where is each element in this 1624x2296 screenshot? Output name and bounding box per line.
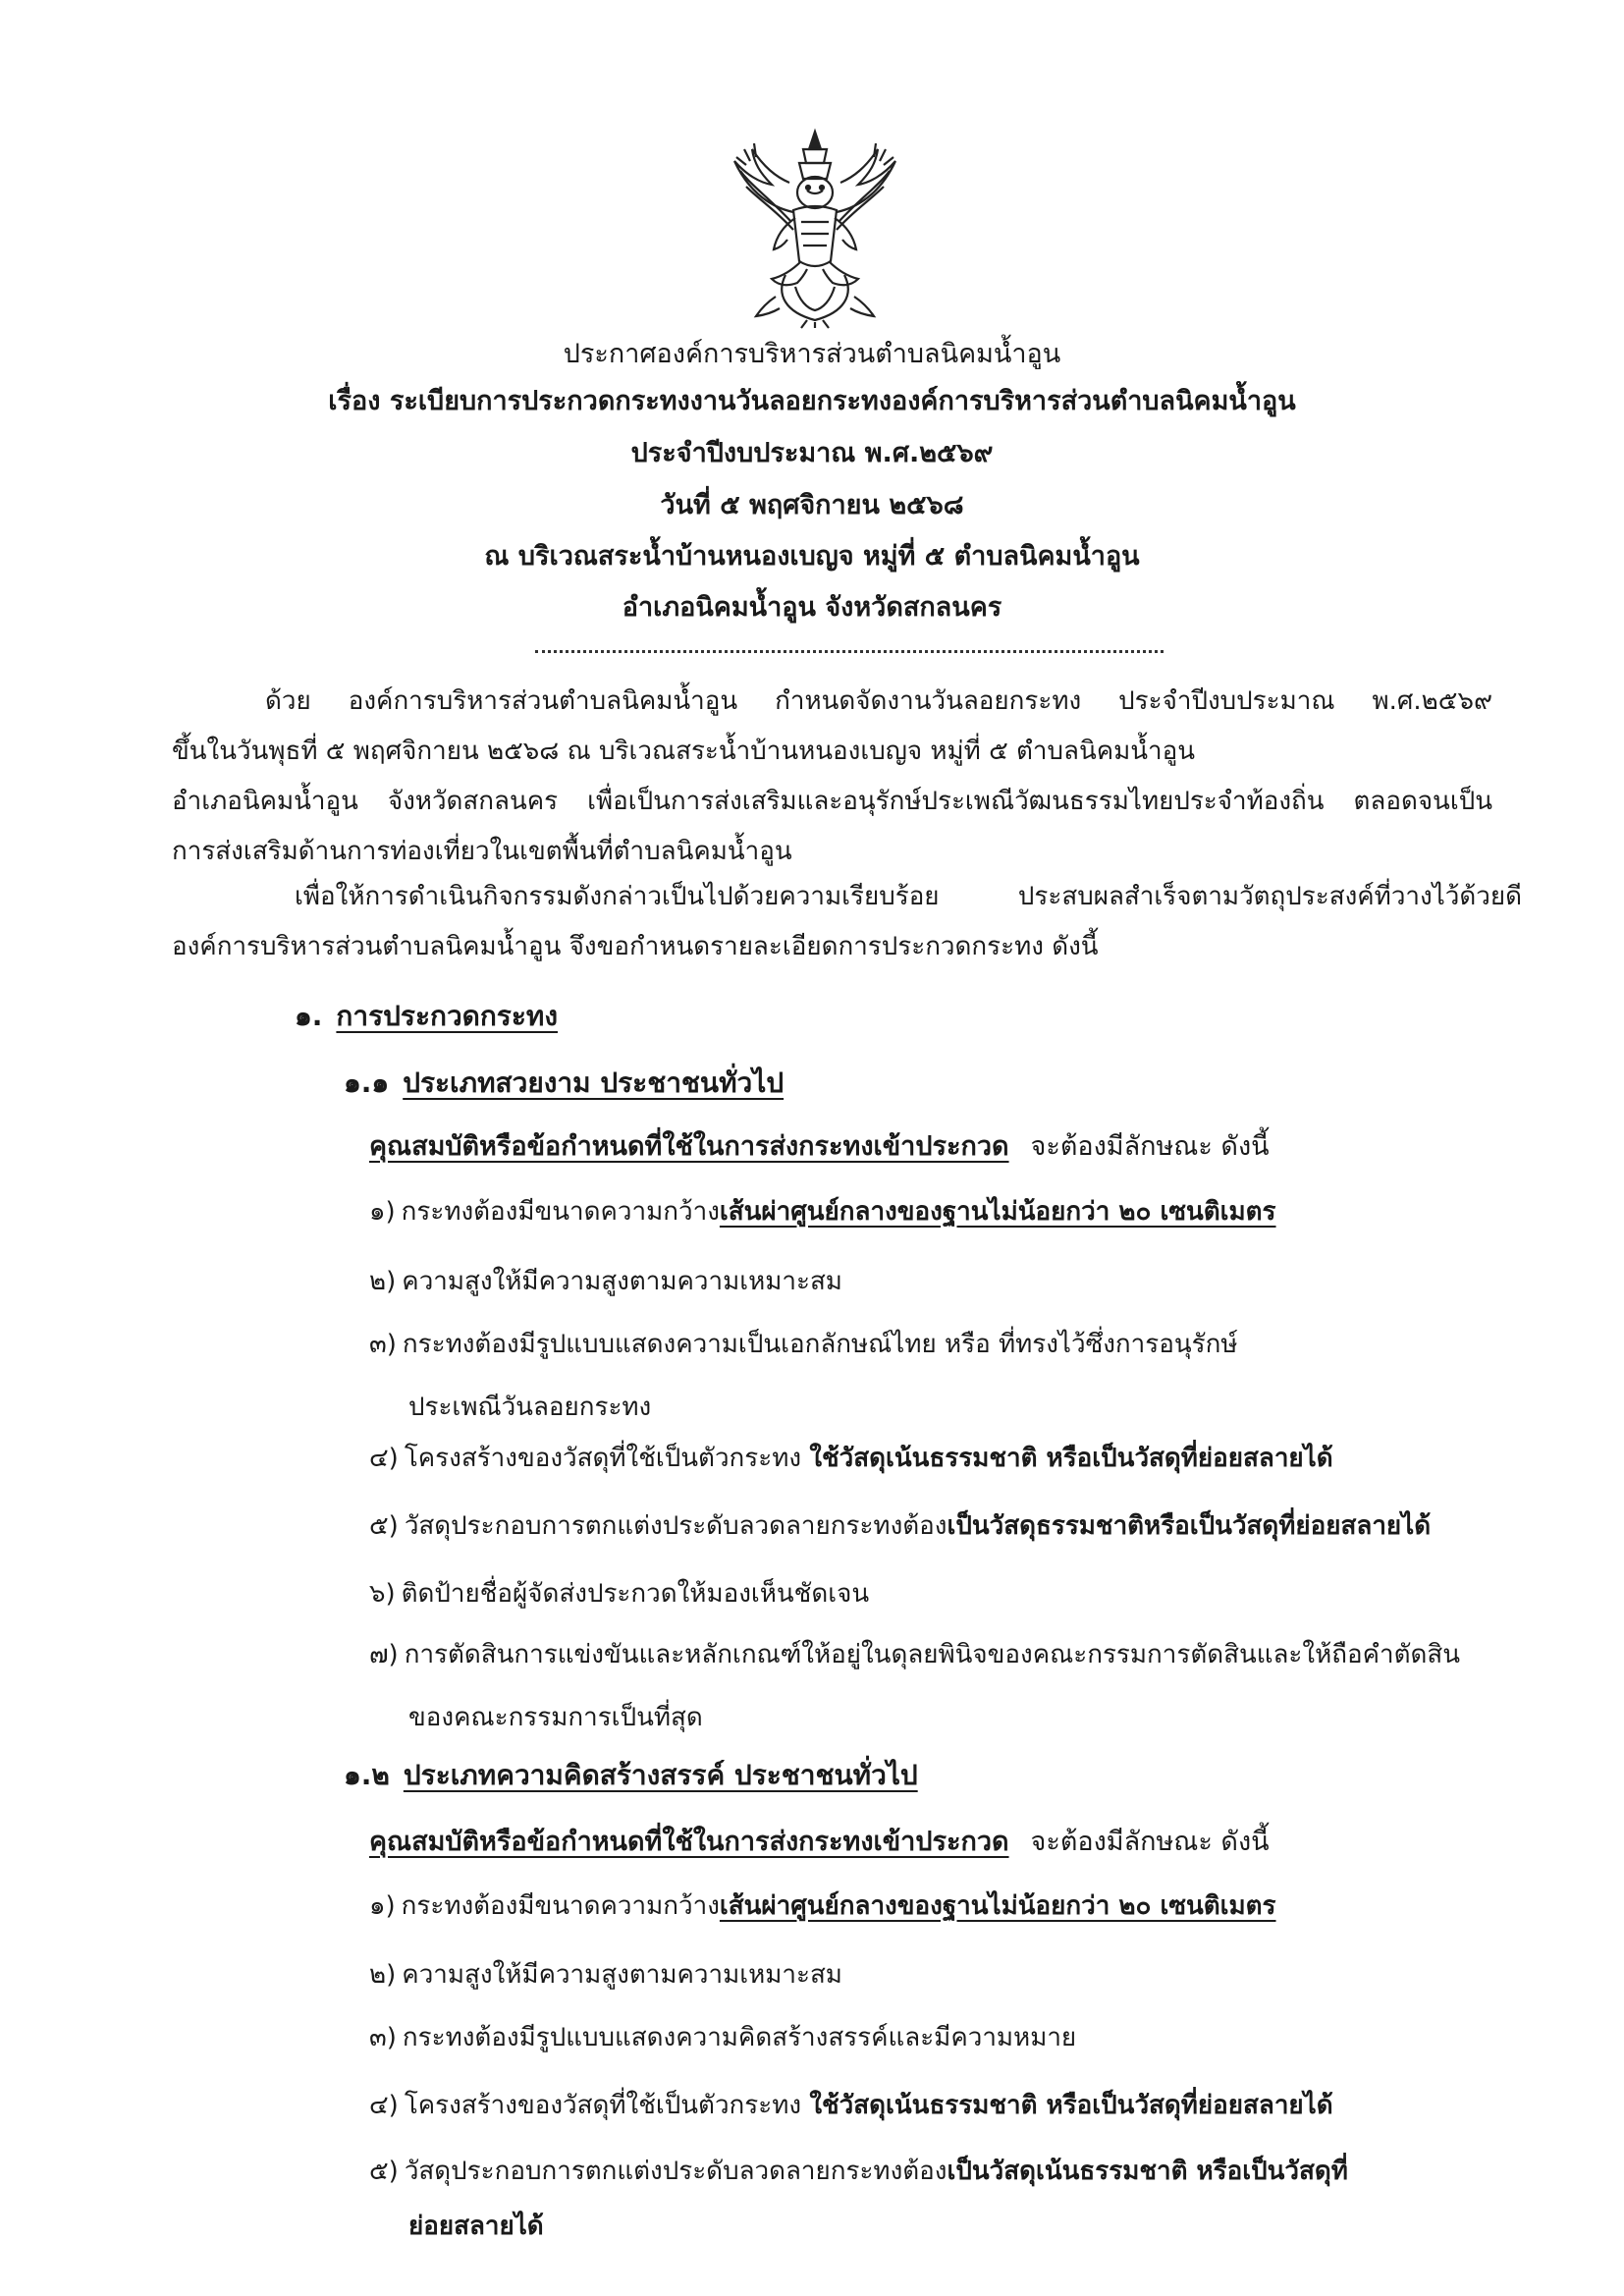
header-date: วันที่ ๕ พฤศจิกายน ๒๕๖๘: [660, 490, 964, 520]
intro-p1-line3: อำเภอนิคมน้ำอูน จังหวัดสกลนคร เพื่อเป็นการส่งเสริมและอนุรักษ์ประเพณีวัฒนธรรมไทยประจำท้องถิ่น ตลอดจนเป็น: [172, 787, 1492, 816]
intro-p2-line2: องค์การบริหารส่วนตำบลนิคมน้ำอูน จึงขอกำหนดรายละเอียดการประกวดกระทง ดังนี้: [172, 932, 1099, 961]
header-issuer: ประกาศองค์การบริหารส่วนตำบลนิคมน้ำอูน: [563, 339, 1061, 369]
header-district: อำเภอนิคมน้ำอูน จังหวัดสกลนคร: [622, 592, 1002, 623]
requirements-heading: [369, 1127, 1270, 1167]
subsection-heading: [344, 1756, 918, 1795]
list-item: ๓) กระทงต้องมีรูปแบบแสดงความคิดสร้างสรรค์และมีความหมาย: [369, 2023, 1077, 2052]
list-item: ๔) โครงสร้างของวัสดุที่ใช้เป็นตัวกระทง ใช้วัสดุเน้นธรรมชาติ หรือเป็นวัสดุที่ย่อยสลายได้: [369, 1444, 1333, 1473]
garuda-emblem-icon: [717, 128, 913, 329]
list-item: ๗) การตัดสินการแข่งขันและหลักเกณฑ์ให้อยู่ในดุลยพินิจของคณะกรรมการตัดสินและให้ถือคำตัดสิน ของคณะกรรมการเป็นที่สุด: [369, 1640, 1460, 1732]
list-item: ๔) โครงสร้างของวัสดุที่ใช้เป็นตัวกระทง ใช้วัสดุเน้นธรรมชาติ หรือเป็นวัสดุที่ย่อยสลายได้: [369, 2091, 1333, 2120]
header-fiscal-year: ประจำปีงบประมาณ พ.ศ.๒๕๖๙: [630, 438, 994, 468]
intro-p2-line1: เพื่อให้การดำเนินกิจกรรมดังกล่าวเป็นไปด้วยความเรียบร้อย ประสบผลสำเร็จตามวัตถุประสงค์ที่วางไว้ด้วยดี: [295, 882, 1522, 911]
subsection-heading: [344, 1064, 784, 1103]
section-number: ๑.: [295, 1000, 323, 1032]
requirements-label: คุณสมบัติหรือข้อกำหนดที่ใช้ในการส่งกระทงเข้าประกวด: [369, 1827, 1009, 1857]
intro-p1-line4: การส่งเสริมด้านการท่องเที่ยวในเขตพื้นที่ตำบลนิคมน้ำอูน: [172, 837, 792, 866]
section-heading: [295, 997, 558, 1036]
list-item: ๑) กระทงต้องมีขนาดความกว้างเส้นผ่าศูนย์กลางของฐานไม่น้อยกว่า ๒๐ เซนติเมตร: [369, 1197, 1276, 1227]
header-subject: เรื่อง ระเบียบการประกวดกระทงงานวันลอยกระทงองค์การบริหารส่วนตำบลนิคมน้ำอูน: [328, 386, 1296, 416]
list-item: ๒) ความสูงให้มีความสูงตามความเหมาะสม: [369, 1960, 842, 1990]
list-item: ๕) วัสดุประกอบการตกแต่งประดับลวดลายกระทงต้องเป็นวัสดุเน้นธรรมชาติ หรือเป็นวัสดุที่ ย่อยสลายได้: [369, 2157, 1348, 2241]
subsection-title: ประเภทสวยงาม ประชาชนทั่วไป: [403, 1066, 785, 1099]
list-item: ๖) ติดป้ายชื่อผู้จัดส่งประกวดให้มองเห็นชัดเจน: [369, 1579, 870, 1609]
section-title: การประกวดกระทง: [336, 1000, 559, 1032]
intro-p1-line1: ด้วย องค์การบริหารส่วนตำบลนิคมน้ำอูน กำหนดจัดงานวันลอยกระทง ประจำปีงบประมาณ พ.ศ.๒๕๖๙: [265, 686, 1492, 716]
requirements-tail: จะต้องมีลักษณะ ดังนี้: [1030, 1131, 1270, 1162]
list-item: ๑) กระทงต้องมีขนาดความกว้างเส้นผ่าศูนย์กลางของฐานไม่น้อยกว่า ๒๐ เซนติเมตร: [369, 1891, 1276, 1921]
subsection-number: ๑.๑: [344, 1066, 390, 1099]
header-divider: [535, 650, 1164, 653]
subsection-title: ประเภทความคิดสร้างสรรค์ ประชาชนทั่วไป: [403, 1759, 918, 1791]
list-item: ๓) กระทงต้องมีรูปแบบแสดงความเป็นเอกลักษณ์ไทย หรือ ที่ทรงไว้ซึ่งการอนุรักษ์ ประเพณีวันลอยกระทง: [369, 1330, 1238, 1422]
intro-p1-line2: ขึ้นในวันพุธที่ ๕ พฤศจิกายน ๒๕๖๘ ณ บริเวณสระน้ำบ้านหนองเบญจ หมู่ที่ ๕ ตำบลนิคมน้ำอูน: [172, 737, 1196, 766]
list-item: ๒) ความสูงให้มีความสูงตามความเหมาะสม: [369, 1267, 842, 1296]
header-venue: ณ บริเวณสระน้ำบ้านหนองเบญจ หมู่ที่ ๕ ตำบลนิคมน้ำอูน: [484, 541, 1140, 572]
requirements-heading: [369, 1823, 1270, 1862]
requirements-label: คุณสมบัติหรือข้อกำหนดที่ใช้ในการส่งกระทงเข้าประกวด: [369, 1131, 1009, 1162]
requirements-tail: จะต้องมีลักษณะ ดังนี้: [1030, 1827, 1270, 1857]
list-item: ๕) วัสดุประกอบการตกแต่งประดับลวดลายกระทงต้องเป็นวัสดุธรรมชาติหรือเป็นวัสดุที่ย่อยสลายได้: [369, 1511, 1432, 1541]
subsection-number: ๑.๒: [344, 1759, 390, 1791]
